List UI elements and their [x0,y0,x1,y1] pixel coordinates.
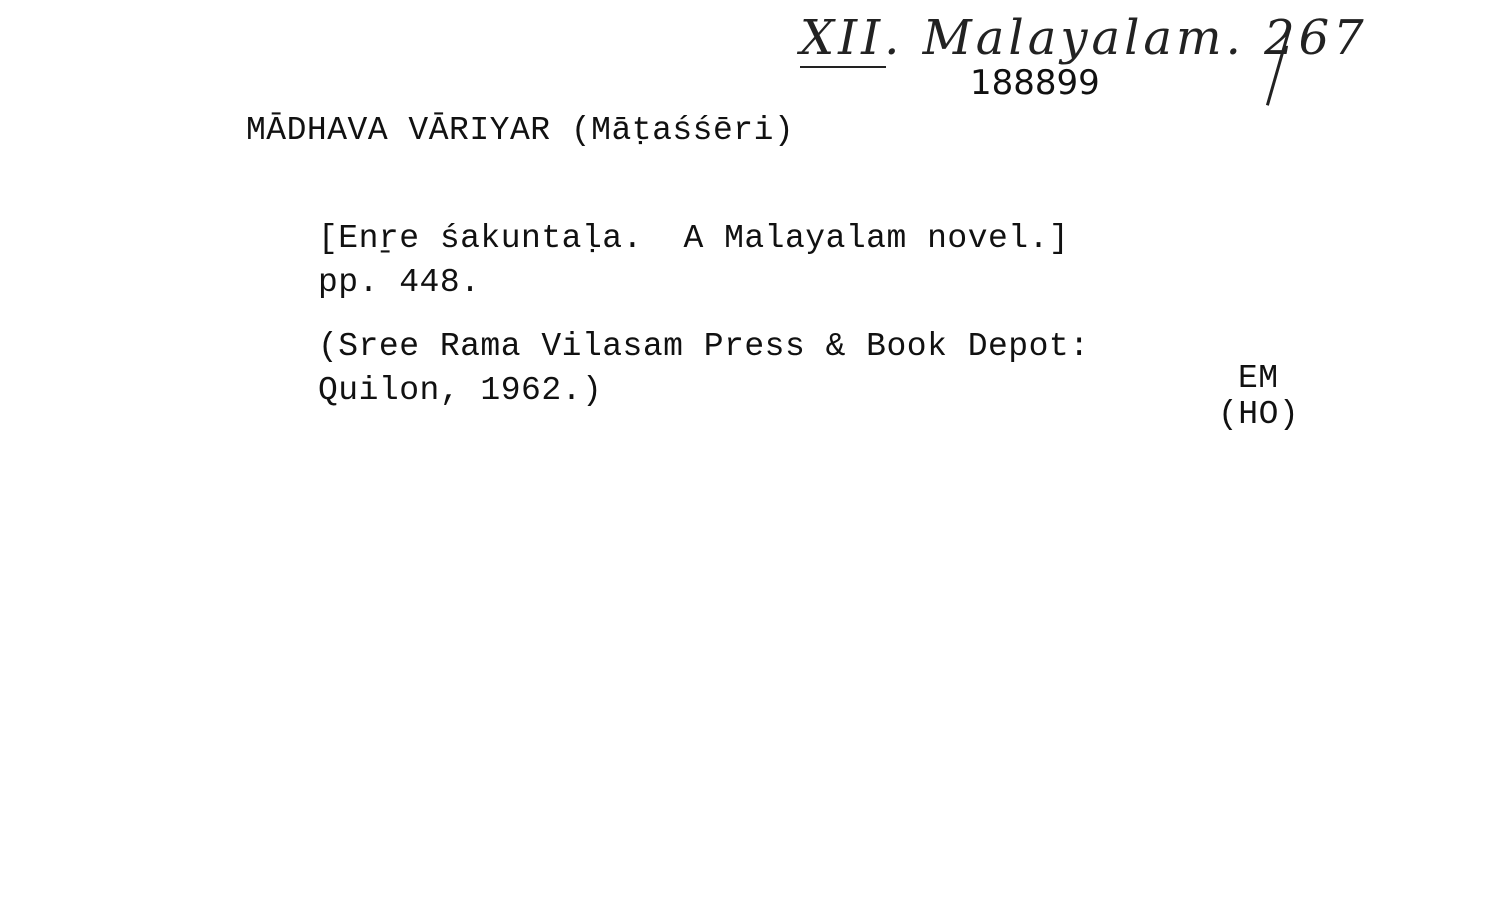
location-code: (HO) [1218,396,1300,433]
author-heading: MĀDHAVA VĀRIYAR (Māṭaśśēri) [246,112,795,149]
imprint-line: Quilon, 1962.) [318,372,603,409]
title-line: [Enṟe śakuntaḷa. A Malayalam novel.] [318,220,1070,257]
shelfmark-underline [800,66,886,68]
accession-number: 188899 [970,63,1100,103]
pagination-line: pp. 448. [318,264,481,301]
shelfmark: XII. Malayalam. 267 [800,10,1368,66]
location-code: EM [1238,360,1279,397]
imprint-line: (Sree Rama Vilasam Press & Book Depot: [318,328,1090,365]
